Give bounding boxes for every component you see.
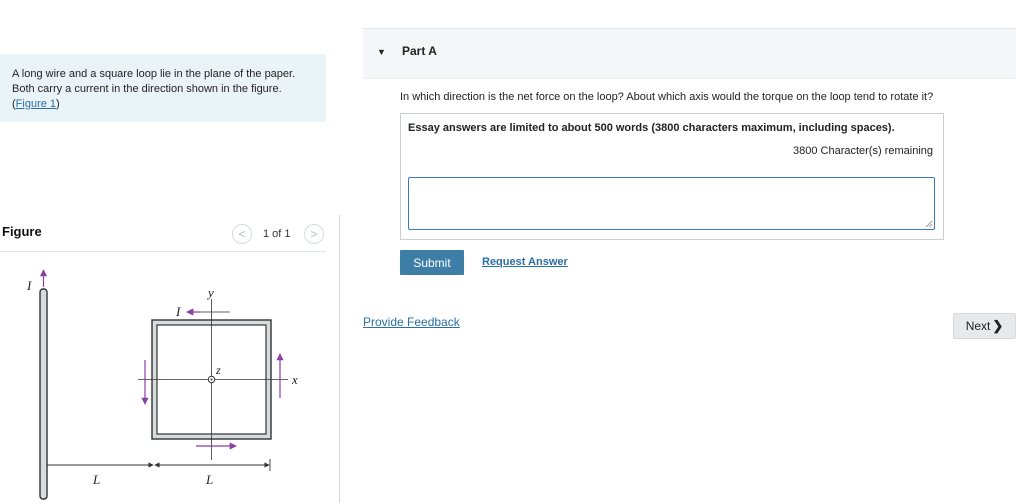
figure-link-close: ) (56, 98, 60, 110)
part-title: Part A (402, 44, 437, 58)
collapse-caret-icon[interactable]: ▼ (377, 47, 386, 57)
figure-page-count: 1 of 1 (263, 228, 291, 240)
distance-label-2: L (206, 472, 214, 487)
chevron-right-icon: ❯ (992, 318, 1004, 333)
question-text: In which direction is the net force on the loop? About which axis would the torque on the loop tend to rotate it? (400, 91, 934, 103)
distance-label-1: L (93, 472, 101, 487)
essay-answer-input[interactable] (408, 177, 935, 230)
figure-link[interactable]: Figure 1 (15, 98, 57, 110)
axis-y-label: y (208, 285, 214, 300)
z-axis-dot (211, 379, 213, 381)
resize-handle-icon[interactable] (925, 220, 932, 227)
column-divider (339, 215, 340, 503)
axis-x-label: x (292, 372, 298, 387)
next-button[interactable] (953, 313, 1016, 339)
left-column (0, 0, 340, 503)
figure-header (0, 218, 326, 252)
problem-text: A long wire and a square loop lie in the plane of the paper. Both carry a current in the direction shown in the figure. (12, 68, 296, 95)
essay-panel (400, 113, 944, 240)
wire-current-label: I (27, 278, 32, 293)
axis-z-label: z (216, 363, 221, 377)
loop-current-label: I (176, 304, 181, 319)
long-wire (40, 289, 47, 499)
part-a-header[interactable] (363, 28, 1016, 79)
figure-next-button[interactable]: > (304, 224, 324, 244)
figure-title: Figure (2, 224, 42, 239)
figure-diagram (0, 252, 326, 503)
request-answer-link[interactable]: Request Answer (482, 256, 568, 268)
next-button-label: Next (965, 319, 991, 333)
char-remaining-counter: 3800 Character(s) remaining (792, 145, 933, 157)
essay-limit-note: Essay answers are limited to about 500 words (3800 characters maximum, including spaces). (408, 122, 895, 134)
figure-prev-button[interactable]: < (232, 224, 252, 244)
submit-button[interactable]: Submit (400, 250, 464, 275)
figure-link-open: ( (12, 98, 16, 110)
problem-statement (0, 54, 326, 122)
provide-feedback-link[interactable]: Provide Feedback (363, 315, 460, 329)
